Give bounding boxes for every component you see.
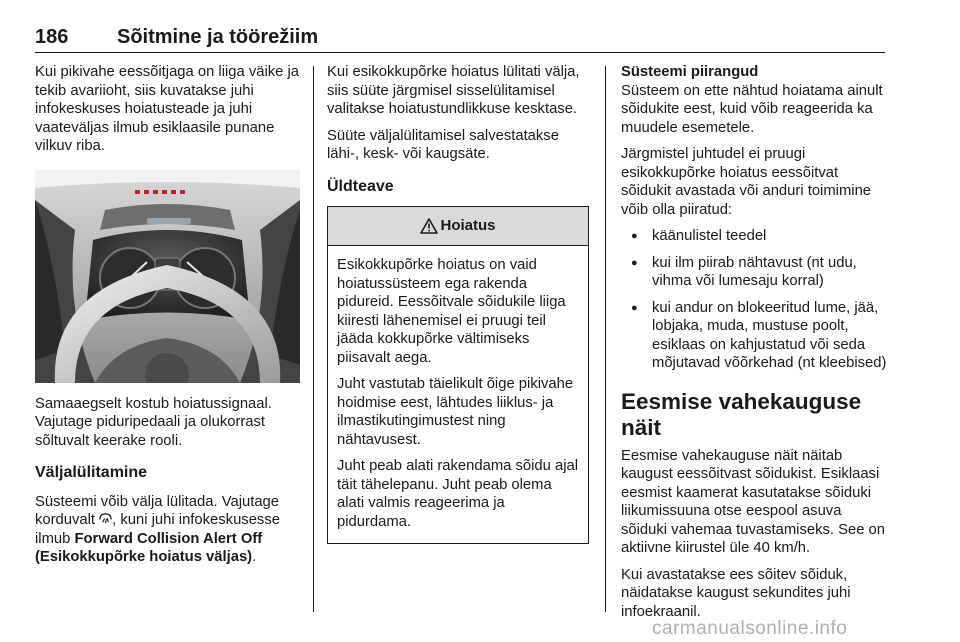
limits-paragraph: Süsteem on ette nähtud hoiatama ainult sõidukite eest, kuid võib reageerida ka muudele esemetele. [621, 82, 883, 136]
conditions-list [621, 227, 887, 373]
menu-message: Forward Collision Alert Off (Esikokkupõrke hoiatus väljas) [35, 530, 263, 565]
deactivation-heading: Väljalülitamine [35, 464, 148, 481]
reaction-paragraph: Samaaegselt kostub hoiatussignaal. Vajutage piduripedaali ja olukorrast sõltuvalt keerake rooli. [35, 395, 272, 449]
save-paragraph: Süüte väljalülitamisel salvestatakse lähi-, kesk- või kaugsäte. [327, 127, 559, 162]
general-heading: Üldteave [327, 177, 394, 195]
page-header [35, 26, 885, 54]
column-2 [327, 63, 589, 544]
column-divider-2 [605, 66, 606, 612]
list-item: ● käänulistel teedel [621, 227, 887, 246]
column-3 [621, 63, 887, 629]
deactivation-paragraph: Süsteemi võib välja lülitada. Vajutage korduvalt , kuni juhi infokeskusesse ilmub Forward Collision Alert Off (Esikokkupõrke hoiatus väljas). [35, 493, 280, 565]
limits-heading: Süsteemi piirangud [621, 64, 759, 80]
dashboard-illustration [35, 170, 300, 383]
steering-wheel-control-icon [99, 512, 112, 525]
distance-paragraph: Eesmise vahekauguse näit näitab kaugust eessõitvast sõidukist. Esiklaasi eesmist kaamerat kasutatakse sõiduki liikumissuuna otse eespool asuva sõiduki vahemaa tuvastamiseks. See on aktiivne kiirustel üle 40 km/h. [621, 447, 886, 556]
watermark: carmanualsonline.info [652, 618, 848, 639]
column-1 [35, 63, 300, 575]
warning-header [328, 207, 588, 246]
reset-paragraph: Kui esikokkupõrke hoiatus lülitati välja, siis süüte järgmisel sisselülitamisel valitakse hoiatustundlikkuse kesktase. [327, 64, 580, 117]
warning-paragraph-2: Juht vastutab täielikult õige pikivahe hoidmise eest, lähtudes liiklus- ja ilmastikutingimustest ning nähtavusest. [337, 376, 574, 448]
header-divider [35, 52, 885, 53]
detection-paragraph: Kui avastatakse ees sõitev sõiduk, näidatakse kaugust sekundites juhi infoekraanil. [621, 566, 851, 620]
list-item: ● kui andur on blokeeritud lume, jää, lobjaka, muda, mustuse poolt, esiklaas on kahjustatud või seda mõjutavad võõrkehad (nt kleebised) [621, 299, 887, 373]
warning-triangle-icon [420, 218, 438, 234]
warning-body [328, 246, 588, 543]
warning-paragraph-3: Juht peab alati rakendama sõidu ajal täit tähelepanu. Juht peab olema alati valmis reageerima ja pidurdama. [337, 458, 579, 530]
page-number: 186 [35, 26, 69, 48]
page-title: Sõitmine ja töörežiim [117, 26, 319, 48]
warning-label: Hoiatus [440, 216, 496, 234]
warning-box [327, 206, 589, 544]
conditions-paragraph: Järgmistel juhtudel ei pruugi esikokkupõrke hoiatus eessõitvat sõidukit avastada või anduri toimimine võib olla piiratud: [621, 146, 872, 218]
intro-paragraph: Kui pikivahe eessõitjaga on liiga väike ja tekib avariioht, siis kuvatakse juhi infokeskuses hoiatusteade ja juhi vaateväljas ilmub esiklaasile punane vilkuv riba. [35, 64, 300, 154]
column-divider-1 [313, 66, 314, 612]
section-heading: Eesmise vahekauguse näit [621, 388, 862, 440]
list-item: ● kui ilm piirab nähtavust (nt udu, vihma või lumesaju korral) [621, 254, 887, 291]
warning-paragraph-1: Esikokkupõrke hoiatus on vaid hoiatussüsteem ega rakenda pidureid. Eessõitvale sõidukile liiga kiiresti lähenemisel ei pruugi teil jääda kokkupõrke vältimiseks piisavalt aega. [337, 257, 566, 366]
